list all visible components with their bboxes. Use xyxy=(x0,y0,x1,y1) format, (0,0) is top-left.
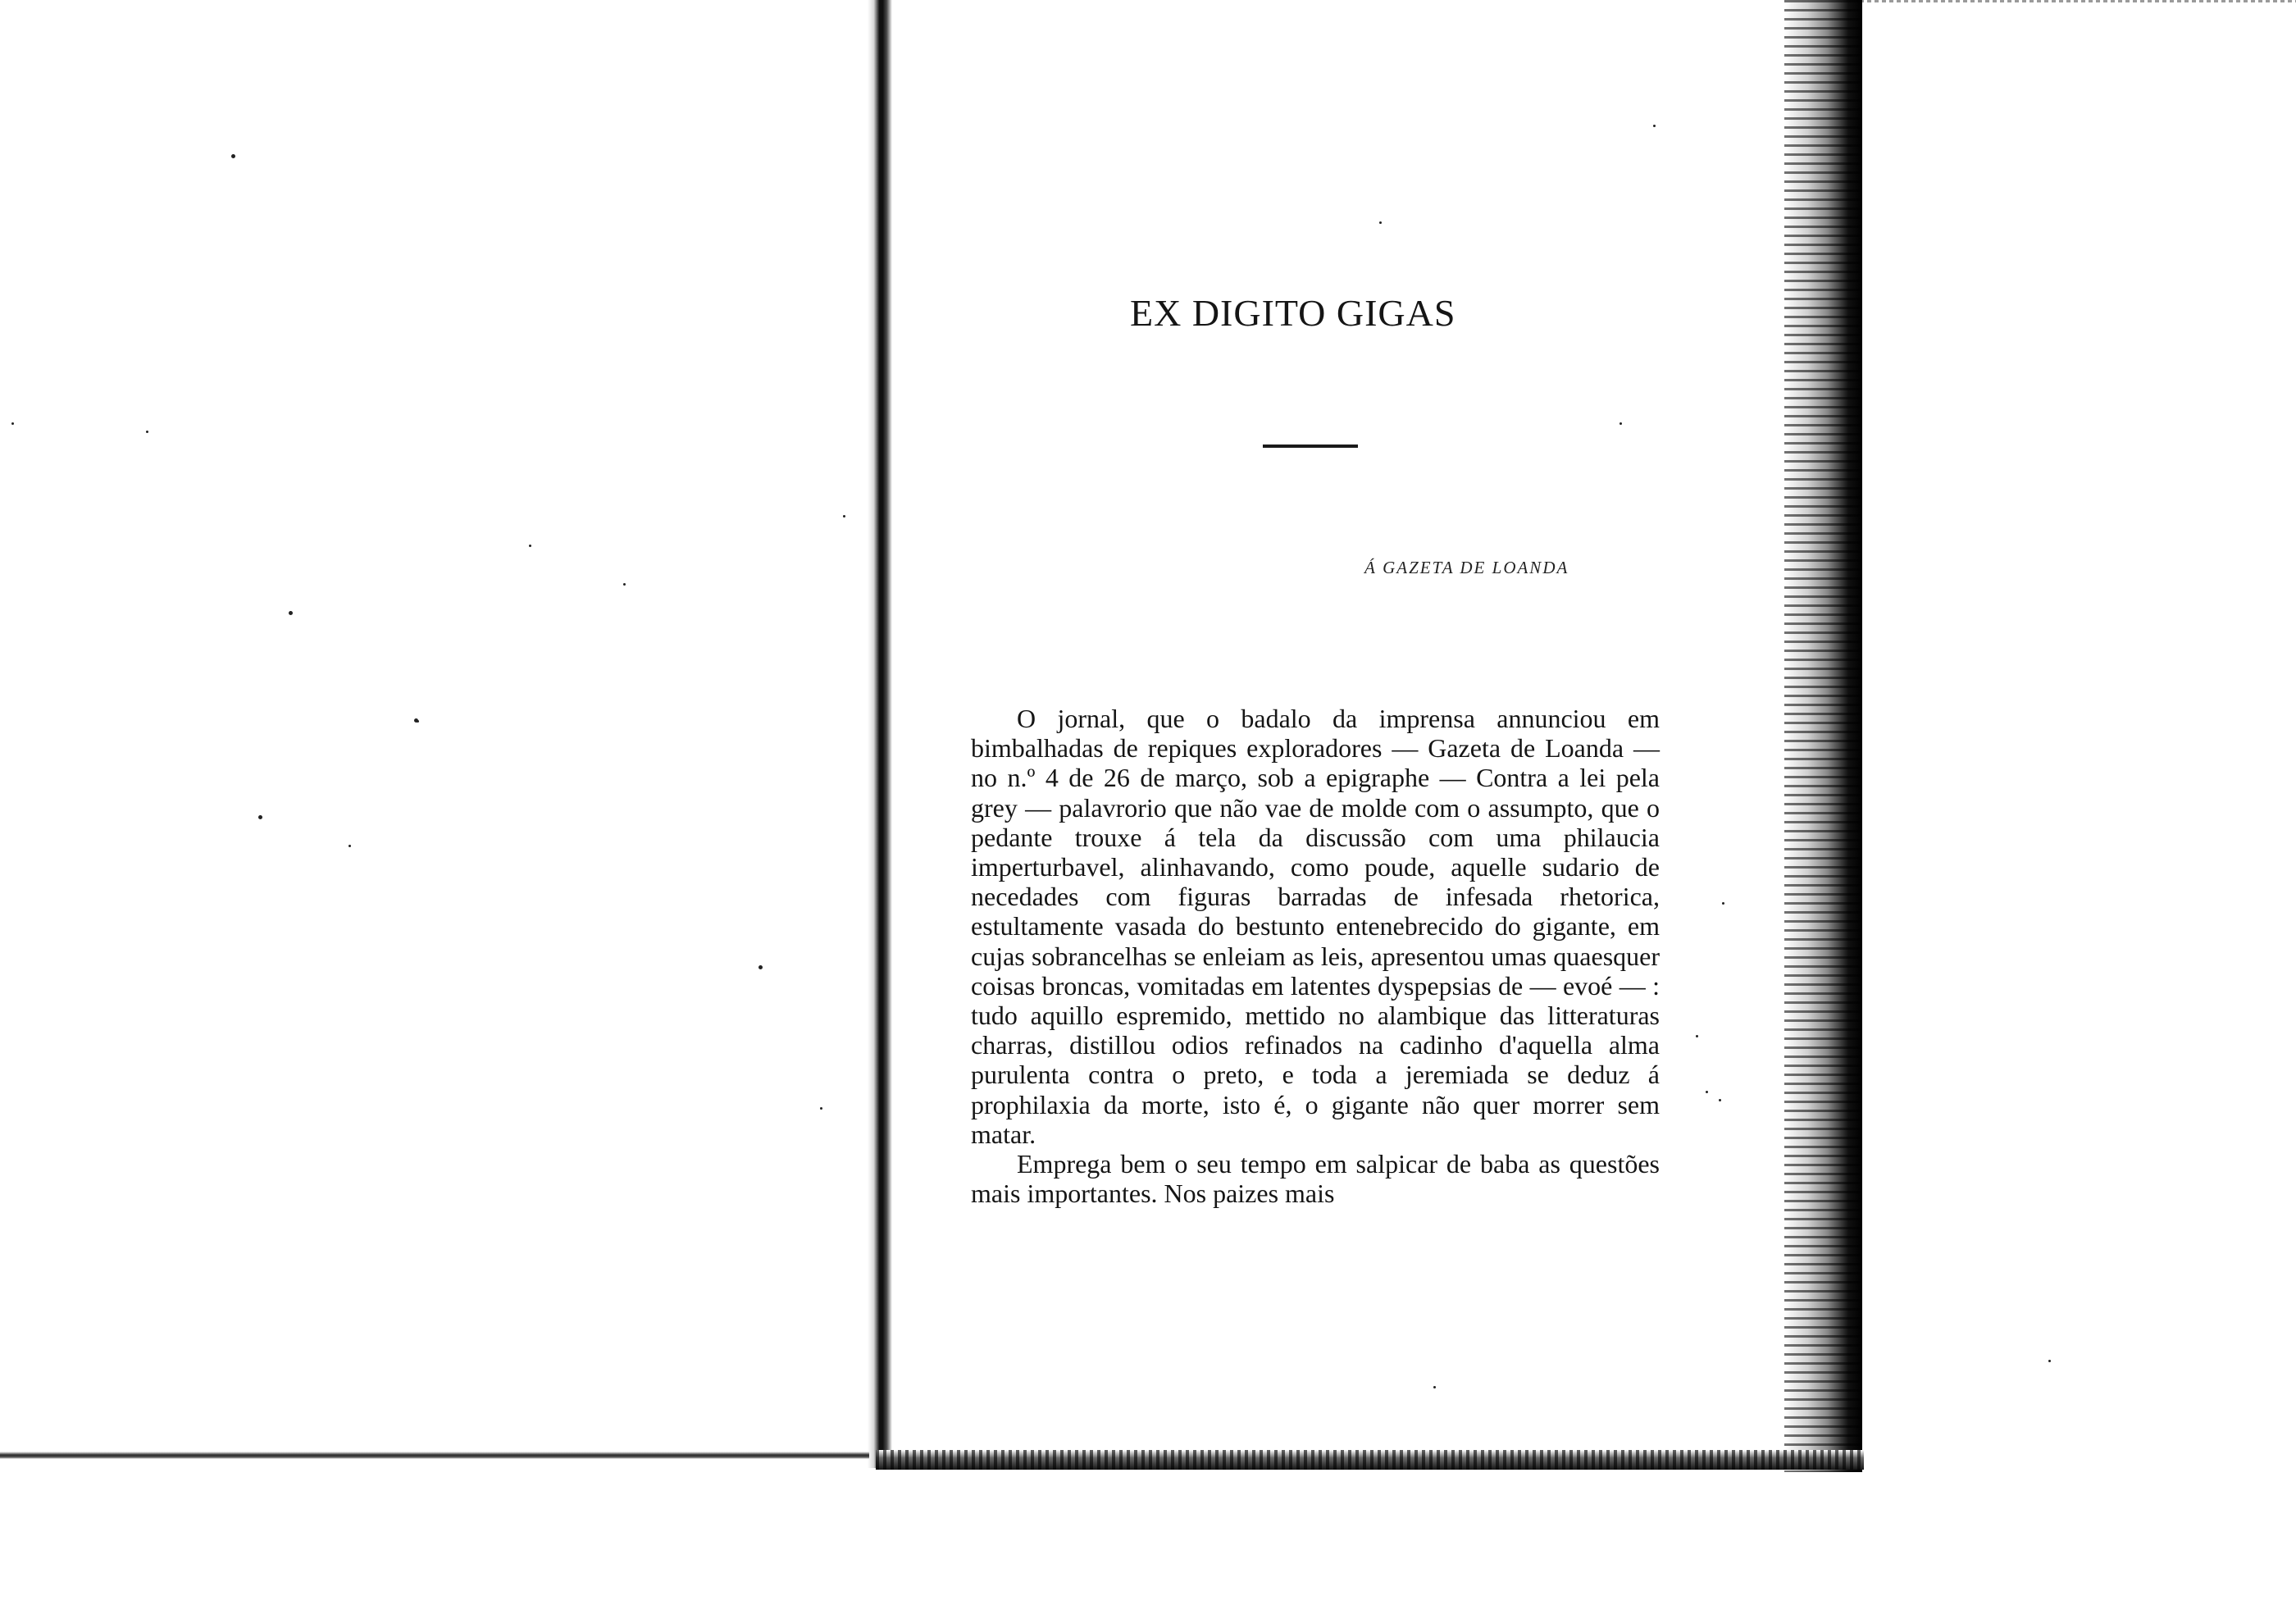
scan-speck xyxy=(1706,1091,1708,1093)
scan-speck xyxy=(289,611,293,615)
scan-speck xyxy=(529,545,531,547)
scan-speck xyxy=(623,583,626,586)
book-spine-shadow xyxy=(868,0,892,1468)
scan-speck xyxy=(2048,1360,2051,1362)
dedication: Á GAZETA DE LOANDA xyxy=(1364,558,1569,577)
left-page-blank xyxy=(0,0,869,1468)
scan-speck xyxy=(348,845,351,847)
body-paragraph: O jornal, que o badalo da imprensa annunciou em bimbalhadas de repiques exploradores — Gazeta de Loanda — no n.º 4 de 26 de março, sob a epigraphe — Contra a lei pela grey — palavrorio que não vae de molde com o assumpto, que o pedante trouxe á tela da discussão com uma philaucia imperturbavel, alinhavando, como poude, aquelle sudario de necedades com figuras barradas de infesada rhetorica, estultamente vasada do bestunto entenebrecido do gigante, em cujas sobrancelhas se enleiam as leis, apresentou umas quaesquer coisas broncas, vomitadas em latentes dyspepsias de — evoé — : tudo aquillo espremido, mettido no alambique das litteraturas charras, distillou odios refinados na cadinho d'aquella alma purulenta contra o preto, e toda a jeremiada se deduz á prophilaxia da morte, isto é, o gigante não quer morrer sem matar. xyxy=(971,704,1660,1149)
page-title: EX DIGITO GIGAS xyxy=(1130,292,1456,334)
body-paragraph: Emprega bem o seu tempo em salpicar de baba as questões mais importantes. Nos paizes mais xyxy=(971,1149,1660,1209)
scan-speck xyxy=(11,422,14,425)
scan-speck xyxy=(417,720,419,723)
scan-speck xyxy=(1653,125,1656,127)
scan-speck xyxy=(1433,1386,1436,1388)
scan-speck xyxy=(258,815,262,819)
scan-speck xyxy=(231,154,235,158)
scan-speck xyxy=(1379,221,1382,224)
right-page-edge-shadow xyxy=(1784,0,1862,1472)
scan-speck xyxy=(1620,422,1622,425)
right-page-bottom-edge xyxy=(876,1450,1864,1470)
scan-speck xyxy=(758,965,763,969)
scan-speck xyxy=(146,431,148,433)
scan-speck xyxy=(1722,902,1724,905)
title-rule xyxy=(1263,445,1358,448)
scan-speck xyxy=(820,1107,822,1110)
scan-speck xyxy=(1696,1035,1698,1037)
scan-speck xyxy=(1719,1099,1721,1101)
scan-speck xyxy=(843,515,845,517)
body-text xyxy=(971,704,1660,1208)
left-page-bottom-edge xyxy=(0,1452,869,1459)
